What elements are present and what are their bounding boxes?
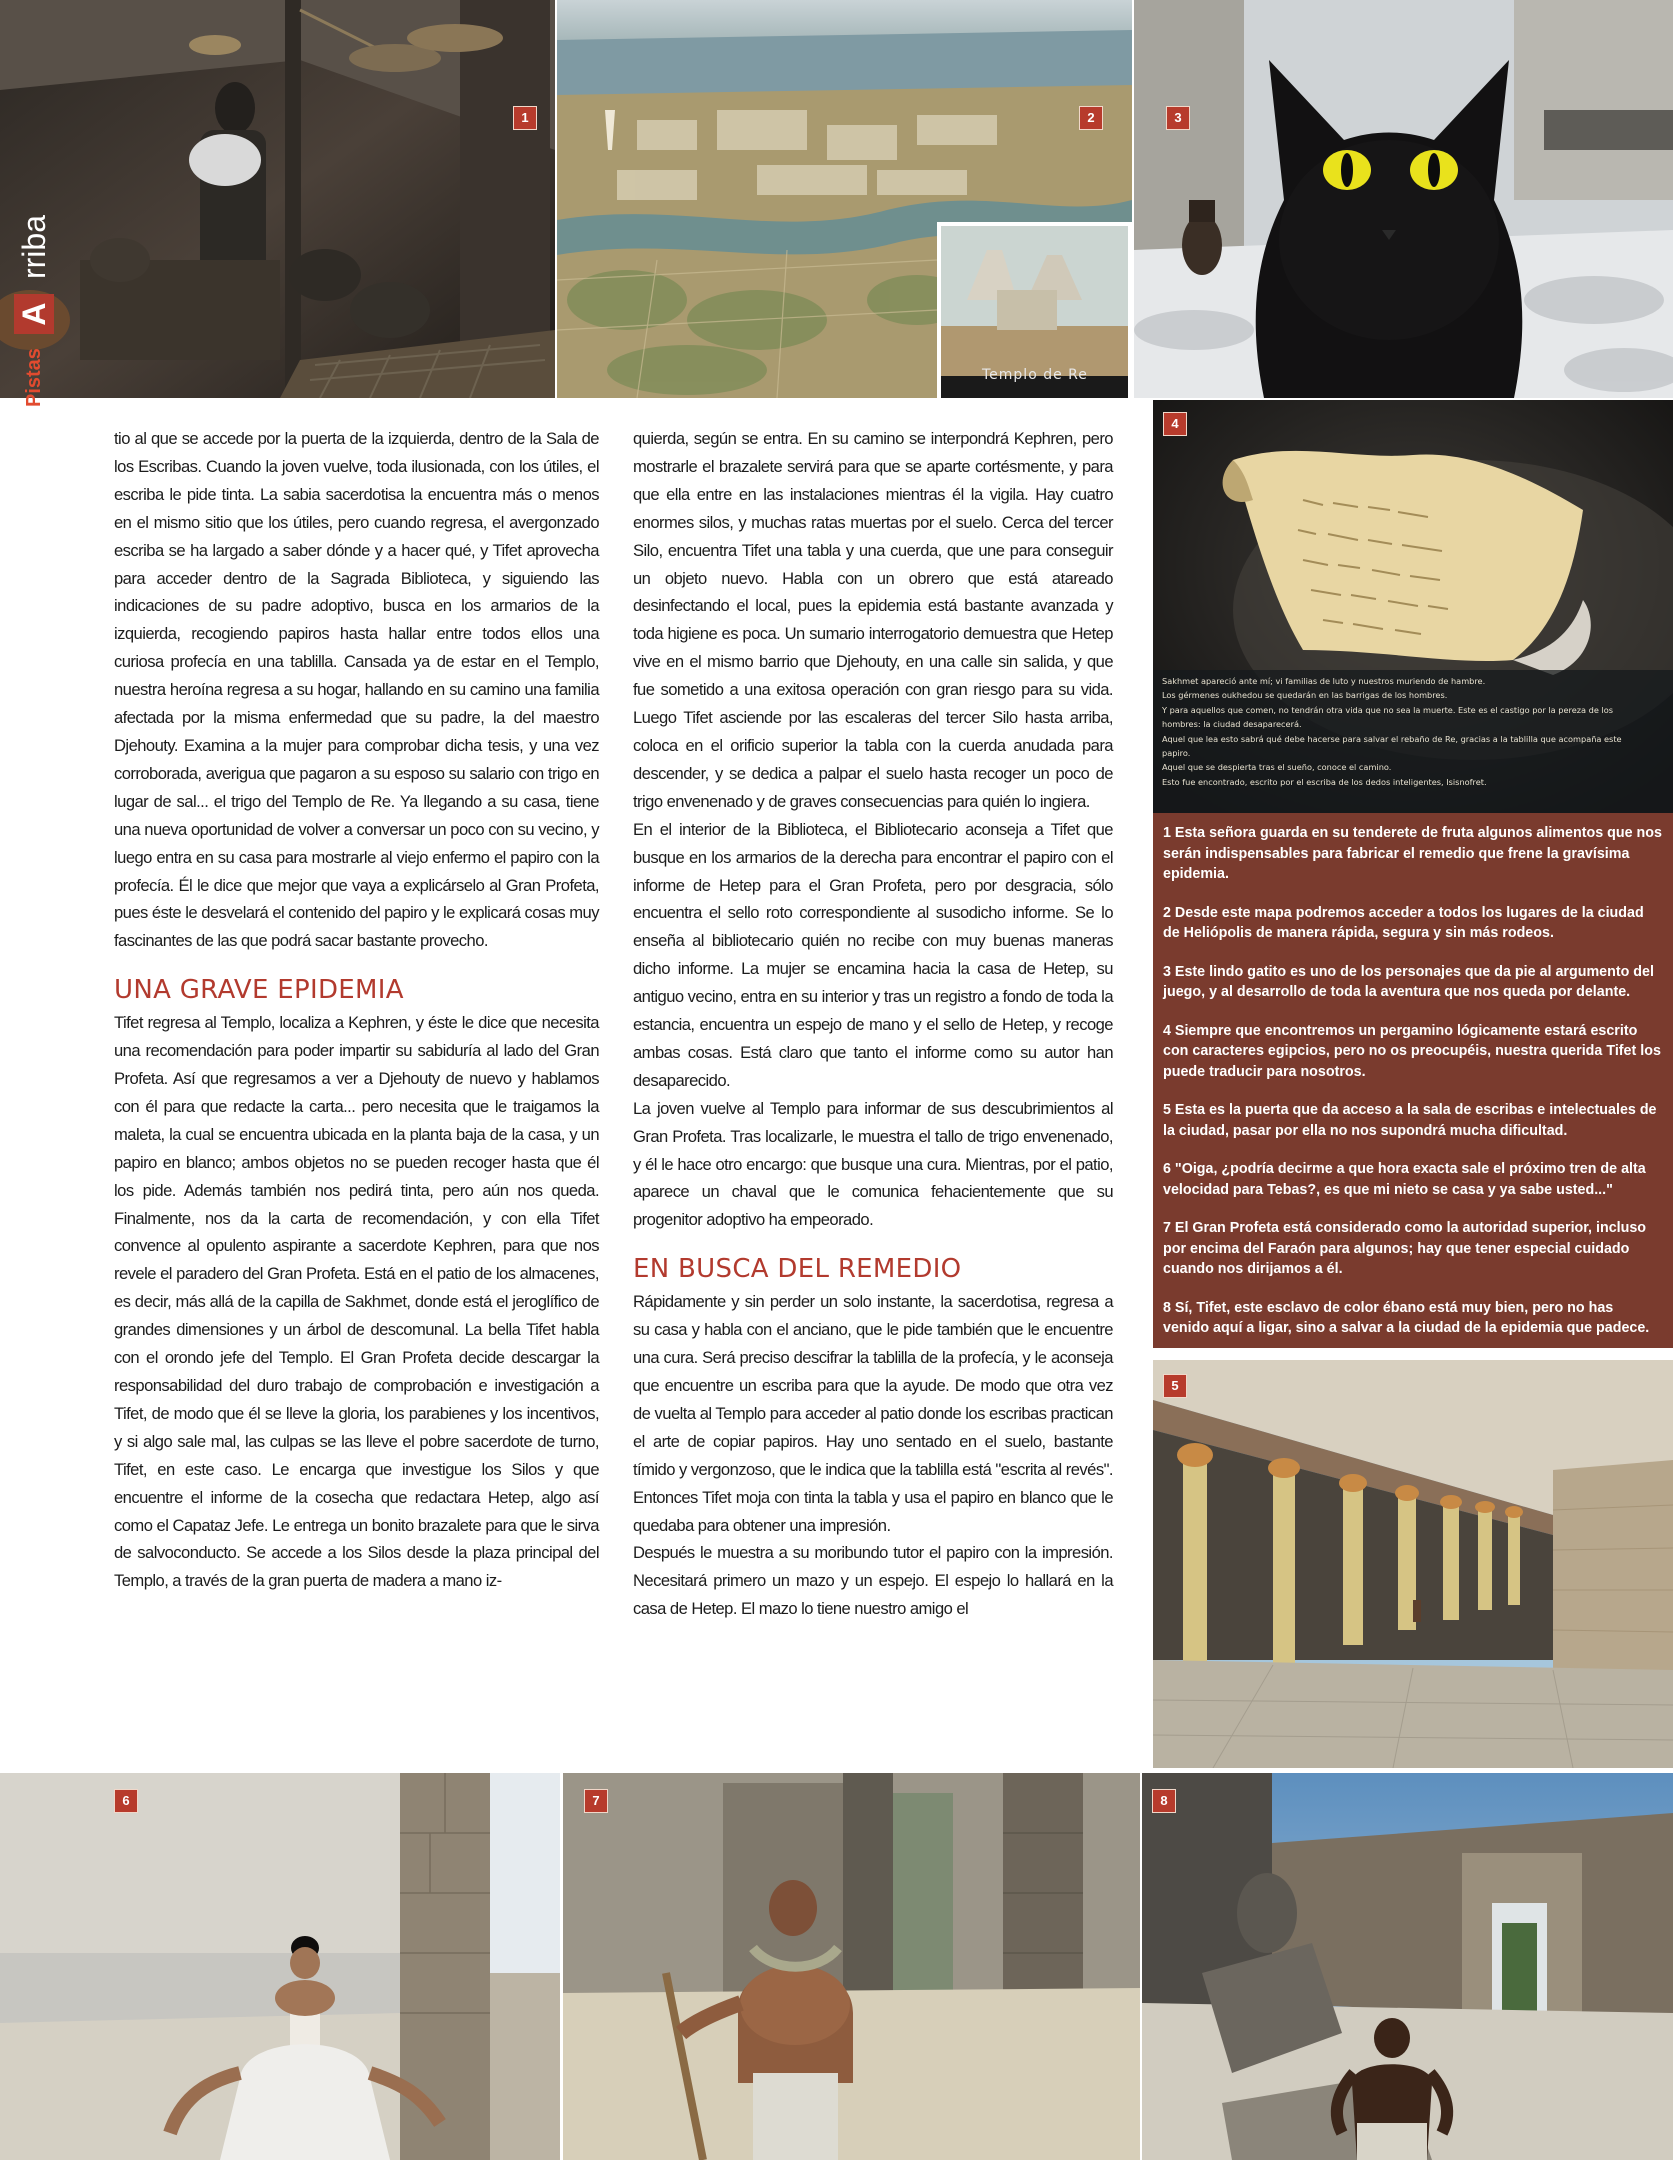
article-paragraph: tio al que se accede por la puerta de la izquierda, dentro de la Sala de los Escribas. Cuando la joven vuelve, toda ilusionada, con los útiles, el escriba le pide tinta. La sabia sacerdotisa la encuentra más o menos en el mismo sitio que los útiles, pero cuando regresa, el avergonzado escriba se ha largado a saber dónde y a hacer qué, y Tifet aprovecha para acceder dentro de la Sagrada Biblioteca, y siguiendo las indicaciones de su padre adoptivo, busca en los armarios de la izquierda, recogiendo papiros hasta hallar entre todos ellos una curiosa profecía en una tablilla. Cansada ya de estar en el Templo, nuestra heroína regresa a su hogar, hallando en su camino una familia afectada por la misma enfermedad que su padre, la del maestro Djehouty. Examina a la mujer para comprobar dicha tesis, y una vez corroborada, averigua que pagaron a su esposo su salario con trigo en lugar de sal... el trigo del Templo de Re. Ya llegando a su casa, tiene una nueva oportunidad de volver a conversar un poco con su vecino, y luego entra en su casa para mostrarle al viejo enfermo el papiro con la profecía. Él le dice que mejor que vaya a explicárselo al Gran Profeta, pues éste le desvelará el contenido del papiro y le explicará cosas muy fascinantes de las que podrá sacar bastante provecho. <box>114 429 599 951</box>
section-tab <box>8 108 60 407</box>
image-number-badge: 5 <box>1163 1374 1187 1398</box>
black-cat-scene <box>1134 0 1673 398</box>
caption-2: 2 Desde este mapa podremos acceder a todos los lugares de la ciudad de Heliópolis de manera rápida, segura y sin más rodeos. <box>1163 904 1644 941</box>
caption-3: 3 Este lindo gatito es uno de los personajes que da pie al argumento del juego, y al desarrollo de toda la aventura que nos queda por delante. <box>1163 963 1654 1000</box>
caption-1: 1 Esta señora guarda en su tenderete de fruta algunos alimentos que nos serán indispensables para fabricar el remedio que frene la gravísima epidemia. <box>1163 825 1662 882</box>
section-tab-subtitle: Pistas <box>23 348 45 407</box>
screenshot-5-temple-courtyard <box>1153 1360 1673 1768</box>
caption-5: 5 Esta es la puerta que da acceso a la sala de escribas e intelectuales de la ciudad, pasar por ella no nos supondrá mucha dificultad. <box>1163 1102 1657 1139</box>
caption-4: 4 Siempre que encontremos un pergamino lógicamente estará escrito con caracteres egipcios, pero no os preocupéis, nuestra querida Tifet los puede traducir para nosotros. <box>1163 1022 1661 1080</box>
fruit-stall-scene <box>0 0 555 398</box>
caption-8: 8 Sí, Tifet, este esclavo de color ébano está muy bien, pero no has venido aquí a ligar, sino a salvar a la ciudad de la epidemia que padece. <box>1163 1299 1650 1336</box>
article-subheading: EN BUSCA DEL REMEDIO <box>633 1254 962 1285</box>
image-number-badge: 4 <box>1163 412 1187 436</box>
article-paragraph: Tifet regresa al Templo, localiza a Kephren, y éste le dice que necesita una recomendación para poder impartir su sabiduría al lado del Gran Profeta. Así que regresamos a ver a Djehouty de nuevo y hablamos con él para que redacte la carta... pero necesita que le traigamos la maleta, la cual se encuentra ubicada en la planta baja de la casa, y un papiro en blanco; ambos objetos no se pueden recoger hasta que él los pide. Además también nos pedirá tinta, pero aún nos queda. Finalmente, nos da la carta de recomendación, y con ella Tifet convence al opulento aspirante a sacerdote Kephren, para que nos revele el paradero del Gran Profeta. Está en el patio de los almacenes, es decir, más allá de la capilla de Sakhmet, donde está el jeroglífico de grandes dimensiones y un árbol de descomunal. La bella Tifet habla con el orondo jefe del Templo. El Gran Profeta decide descargar la responsabilidad del duro trabajo de comprobación e investigación a Tifet, de modo que él se lleve la gloria, los parabienes y los incentivos, y si algo sale mal, las culpas se las lleve el pobre sacerdote de turno, Tifet, en este caso. Le encarga que investigue los Silos y que encuentre el informe de la cosecha que redactara Hetep, algo así como el Capataz Jefe. Le entrega un bonito brazalete para que le sirva de salvoconducto. Se accede a los Silos desde la plaza principal del Templo, a través de la gran puerta de madera a mano iz- <box>114 1013 599 1591</box>
image-number-badge: 3 <box>1166 106 1190 130</box>
papyrus-line: Los gérmenes oukhedou se quedarán en las barrigas de los hombres. <box>1162 690 1448 701</box>
article-subheading: UNA GRAVE EPIDEMIA <box>114 975 404 1006</box>
papyrus-line: papiro. <box>1162 748 1191 759</box>
slave-scene <box>1142 1773 1673 2160</box>
screenshot-2-city-map <box>557 0 1132 398</box>
article-paragraph: Después le muestra a su moribundo tutor el papiro con la impresión. Necesitará primero un mazo y un espejo. El espejo lo hallará en la casa de Hetep. El mazo lo tiene nuestro amigo el <box>633 1543 1113 1619</box>
papyrus-line: hombres: la ciudad desaparecerá. <box>1162 719 1302 730</box>
image-number-badge: 7 <box>584 1789 608 1813</box>
screenshot-6-old-woman <box>0 1773 560 2160</box>
section-tab-letter: A <box>14 294 54 334</box>
article-paragraph: La joven vuelve al Templo para informar de sus descubrimientos al Gran Profeta. Tras localizarle, le muestra el tallo de trigo envenenado, y él le hace otro encargo: que busque una cura. Mientras, por el patio, aparece un chaval que le comunica fehacientemente que su progenitor adoptivo ha empeorado. <box>633 1098 1113 1230</box>
papyrus-line: Aquel que lea esto sabrá qué debe hacerse para salvar el rebaño de Re, gracias a la tablilla que acompaña este <box>1162 733 1622 744</box>
article-paragraph: quierda, según se entra. En su camino se interpondrá Kephren, pero mostrarle el brazalete servirá para que se aparte cortésmente, y para que ella entre en las instalaciones mientras él la vigila. Hay cuatro enormes silos, y muchas ratas muertas por el suelo. Cerca del tercer Silo, encuentra Tifet una tabla y una cuerda, que une para conseguir un objeto nuevo. Habla con un obrero que está atareado desinfectando el local, pues la epidemia está bastante avanzada y toda higiene es poca. Un sumario interrogatorio demuestra que Hetep vive en el mismo barrio que Djehouty, en una calle sin salida, y que fue sometido a una exitosa operación con gran riesgo para su vida. Luego Tifet asciende por las escaleras del tercer Silo hasta arriba, coloca en el orificio superior la tabla con la cuerda anudada para descender, y se dedica a palpar el suelo hasta recoger un poco de trigo envenenado y de graves consecuencias para quién lo ingiera. <box>633 429 1113 811</box>
image-number-badge: 1 <box>513 106 537 130</box>
image-number-badge: 6 <box>114 1789 138 1813</box>
section-tab-word: rriba <box>16 214 52 279</box>
article-column-left <box>114 425 599 1595</box>
caption-7: 7 El Gran Profeta está considerado como la autoridad superior, incluso por encima del Faraón para algunos; hay que tener especial cuidado cuando nos dirijamos a él. <box>1163 1220 1647 1277</box>
papyrus-line: Aquel que se despierta tras el sueño, conoce el camino. <box>1162 762 1392 773</box>
papyrus-line: Sakhmet apareció ante mí; vi familias de luto y nuestros muriendo de hambre. <box>1162 676 1486 686</box>
article-column-right <box>633 425 1113 1623</box>
papyrus-line: Y para aquellos que comen, no tendrán otra vida que no sea la muerte. Este es el castigo por la pereza de los <box>1162 704 1614 715</box>
article-paragraph: Rápidamente y sin perder un solo instante, la sacerdotisa, regresa a su casa y habla con el anciano, que le pide también que le encuentre una cura. Será preciso descifrar la tablilla de la profecía, y le aconseja que encuentre un escriba para que la ayude. De modo que otra vez de vuelta al Templo para acceder al patio donde los escribas practican el arte de copiar papiros. Hay uno sentado en el suelo, bastante tímido y vergonzoso, que le indica que la tablilla está "escrita al revés". Entonces Tifet moja con tinta la tabla y usa el papiro en blanco que le quedaba para obtener una impresión. <box>633 1292 1113 1535</box>
image-number-badge: 8 <box>1152 1789 1176 1813</box>
screenshot-8-slave <box>1142 1773 1673 2160</box>
screenshot-3-black-cat <box>1134 0 1673 398</box>
article-paragraph: En el interior de la Biblioteca, el Bibliotecario aconseja a Tifet que busque en los armarios de la derecha para encontrar el papiro con el informe de Hetep para el Gran Profeta, pero por desgracia, sólo encuentra el sello roto correspondiente al susodicho informe. Se lo enseña al bibliotecario quién no recibe con muy buenas maneras dicho informe. La mujer se encamina hacia la casa de Hetep, su antiguo vecino, entra en su interior y tras un registro a fondo de toda la estancia, encuentra un espejo de mano y el sello de Hetep, y recoge ambas cosas. Está claro que tanto el informe como su autor han desaparecido. <box>633 819 1113 1090</box>
image-captions-box <box>1153 813 1673 1348</box>
papyrus-line: Esto fue encontrado, escrito por el escriba de los dedos inteligentes, Isisnofret. <box>1162 776 1487 787</box>
caption-6: 6 "Oiga, ¿podría decirme a que hora exacta sale el próximo tren de alta velocidad para Tebas?, es que mi nieto se casa y ya sabe usted..." <box>1163 1161 1646 1198</box>
screenshot-7-gran-profeta <box>563 1773 1140 2160</box>
old-woman-scene <box>0 1773 560 2160</box>
papyrus-translation <box>1162 674 1672 789</box>
image-number-badge: 2 <box>1079 106 1103 130</box>
gran-profeta-scene <box>563 1773 1140 2160</box>
temple-courtyard-scene <box>1153 1360 1673 1768</box>
map-location-label: Templo de Re <box>982 367 1088 383</box>
screenshot-1-fruit-stall <box>0 0 555 398</box>
city-map-scene <box>557 0 1132 398</box>
